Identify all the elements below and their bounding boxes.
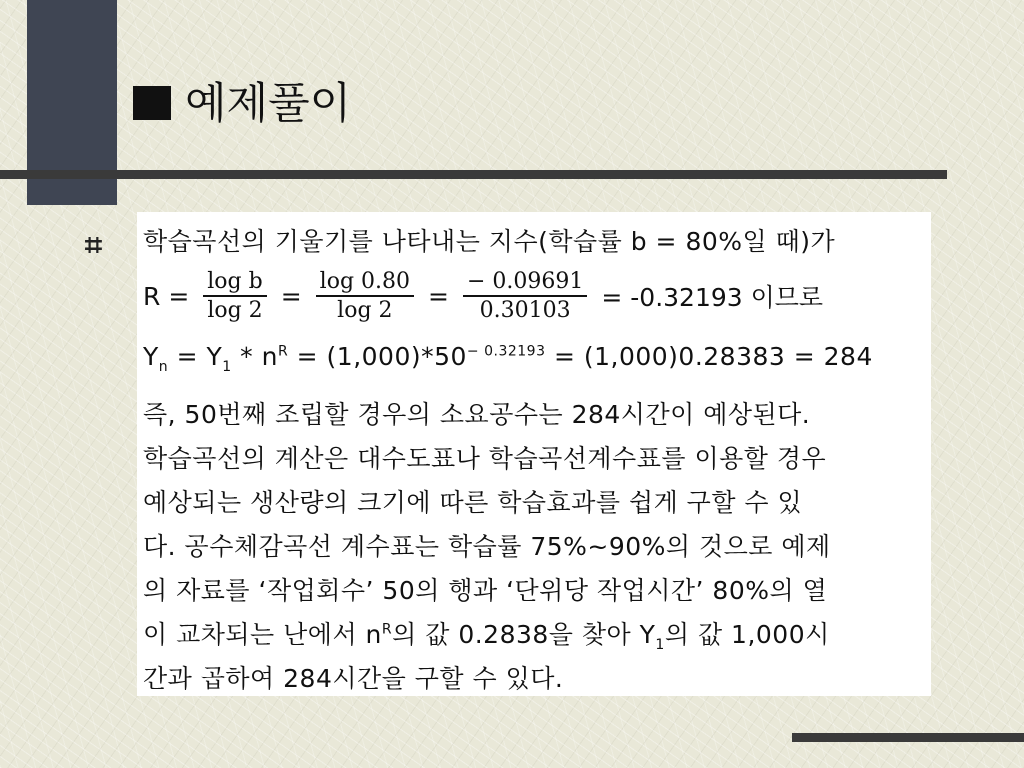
fraction-bar: [463, 295, 587, 297]
eq-exponent: − 0.32193: [466, 343, 546, 360]
para-line-1: 즉, 50번째 조립할 경우의 소요공수는 284시간이 예상된다.: [143, 400, 811, 429]
equation-r: [143, 262, 823, 330]
eq-yn-mid3: = (1,000)*50: [288, 342, 467, 371]
eq-r-equals-b: =: [428, 281, 449, 311]
fraction-log-b-denominator: log 2: [207, 298, 263, 323]
para-line-3: 예상되는 생산량의 크기에 따른 학습효과를 쉽게 구할 수 있: [143, 488, 803, 517]
line-n-sub: 1: [655, 637, 665, 653]
square-bullet-icon: [133, 86, 171, 120]
eq-r-equals-a: =: [280, 281, 302, 311]
equation-yn: [143, 342, 925, 375]
line-n-c: 의 값 1,000시: [664, 620, 830, 649]
line-n-sup: R: [381, 621, 393, 638]
eq-n-sup: R: [277, 343, 289, 360]
text-line-n-value: [143, 615, 925, 653]
text-line-para-5: [143, 571, 925, 607]
fraction-log-b: [203, 269, 266, 323]
content-panel: [137, 212, 931, 696]
text-line-last: [143, 659, 925, 695]
eq-r-lhs: R =: [143, 281, 190, 311]
line-1-text: 학습곡선의 기울기를 나타내는 지수(학습률 b = 80%일 때)가: [143, 227, 836, 256]
fraction-log-080-denominator: log 2: [337, 298, 393, 323]
fraction-decimal: [463, 269, 587, 323]
fraction-decimal-numerator: − 0.09691: [466, 269, 584, 294]
fraction-log-080-numerator: log 0.80: [319, 269, 411, 294]
title-divider: [0, 170, 947, 179]
para-line-4: 다. 공수체감곡선 계수표는 학습률 75%~90%의 것으로 예제: [143, 532, 831, 561]
text-line-para-2: [143, 439, 925, 475]
line-n-a: 이 교차되는 난에서 n: [143, 620, 382, 649]
para-line-2: 학습곡선의 계산은 대수도표나 학습곡선계수표를 이용할 경우: [143, 444, 827, 473]
text-line-para-3: [143, 483, 925, 519]
fraction-log-b-numerator: log b: [207, 269, 263, 294]
text-line-para-1: [143, 395, 925, 431]
last-line: 간과 곱하여 284시간을 구할 수 있다.: [143, 664, 564, 693]
fraction-log-080: [316, 269, 414, 323]
para-line-5: 의 자료를 ‘작업회수’ 50의 행과 ‘단위당 작업시간’ 80%의 열: [143, 576, 828, 605]
eq-yn-rest: = (1,000)0.28383 = 284: [545, 342, 873, 371]
slide-title-text: 예제풀이: [185, 79, 352, 129]
text-line-para-4: [143, 527, 925, 563]
fraction-bar: [203, 295, 266, 297]
eq-yn-sub: n: [158, 359, 169, 375]
eq-r-result: = -0.32193 이므로: [601, 283, 824, 312]
eq-yn-y: Y: [143, 342, 159, 371]
line-n-b: 의 값 0.2838을 찾아 Y: [392, 620, 656, 649]
footer-divider: [792, 733, 1024, 742]
eq-y1-sub: 1: [222, 359, 232, 375]
eq-yn-mid1: = Y: [168, 342, 223, 371]
eq-yn-mid2: * n: [231, 342, 278, 371]
fraction-decimal-denominator: 0.30103: [479, 298, 571, 323]
fraction-bar: [316, 295, 414, 297]
text-line-1: [143, 222, 925, 258]
slide-title: [133, 70, 351, 131]
hash-bullet-icon: ⌗: [85, 228, 102, 263]
